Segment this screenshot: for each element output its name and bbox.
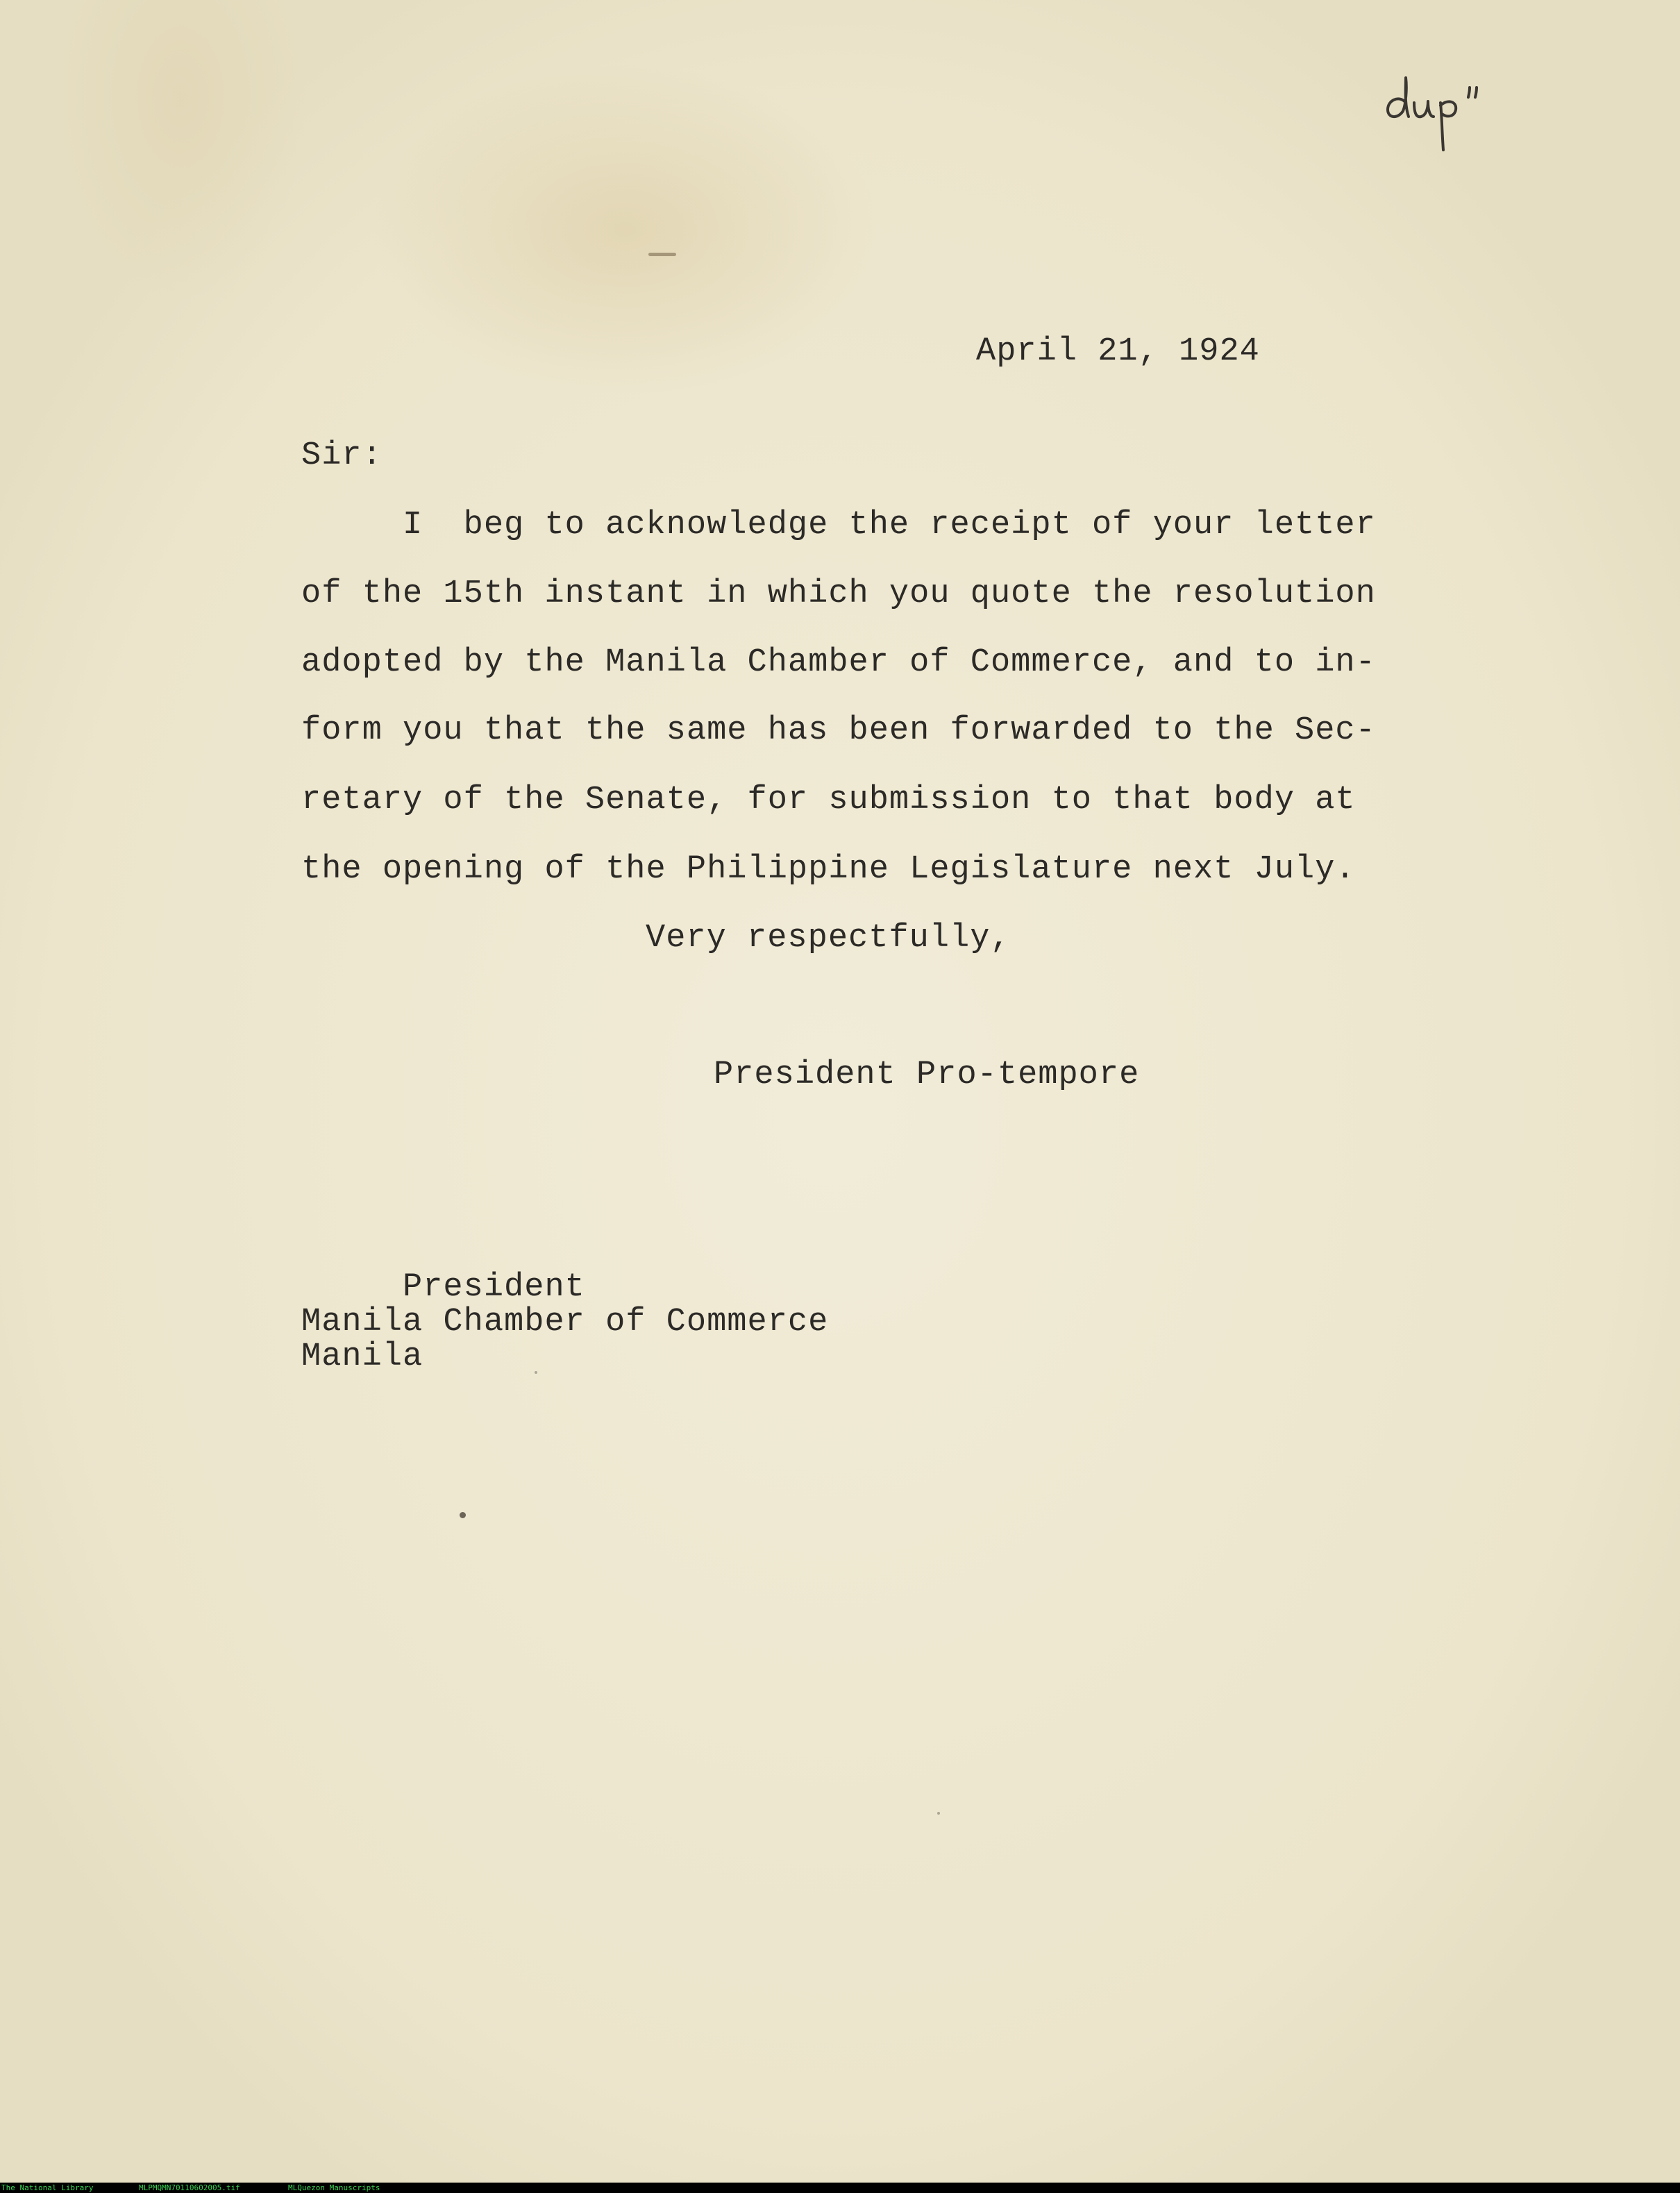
body-line: the opening of the Philippine Legislature next July.	[301, 851, 1356, 888]
ink-speck	[460, 1512, 466, 1518]
salutation: Sir:	[301, 437, 383, 474]
addressee-city: Manila	[301, 1338, 423, 1375]
closing: Very respectfully,	[646, 920, 1011, 957]
scan-footer-bar	[0, 2183, 1680, 2193]
handwritten-annotation	[1378, 61, 1517, 165]
paper-speck	[937, 1812, 940, 1815]
body-line: adopted by the Manila Chamber of Commerce, and to in-	[301, 644, 1376, 681]
footer-filename: MLPMQMN70110602005.tif	[139, 2183, 240, 2192]
body-line: of the 15th instant in which you quote the resolution	[301, 575, 1376, 612]
footer-library: The National Library	[1, 2183, 94, 2192]
footer-collection: MLQuezon Manuscripts	[288, 2183, 380, 2192]
signature-title: President Pro-tempore	[714, 1057, 1140, 1093]
body-line: I beg to acknowledge the receipt of your letter	[301, 507, 1376, 544]
addressee-title: President	[301, 1269, 585, 1306]
body-line: form you that the same has been forwarded to the Sec-	[301, 712, 1376, 749]
body-line: retary of the Senate, for submission to that body at	[301, 782, 1356, 818]
paper-speck	[535, 1371, 537, 1374]
paper-stain-mark	[648, 253, 676, 256]
letter-date: April 21, 1924	[976, 333, 1260, 370]
addressee-organization: Manila Chamber of Commerce	[301, 1304, 829, 1341]
